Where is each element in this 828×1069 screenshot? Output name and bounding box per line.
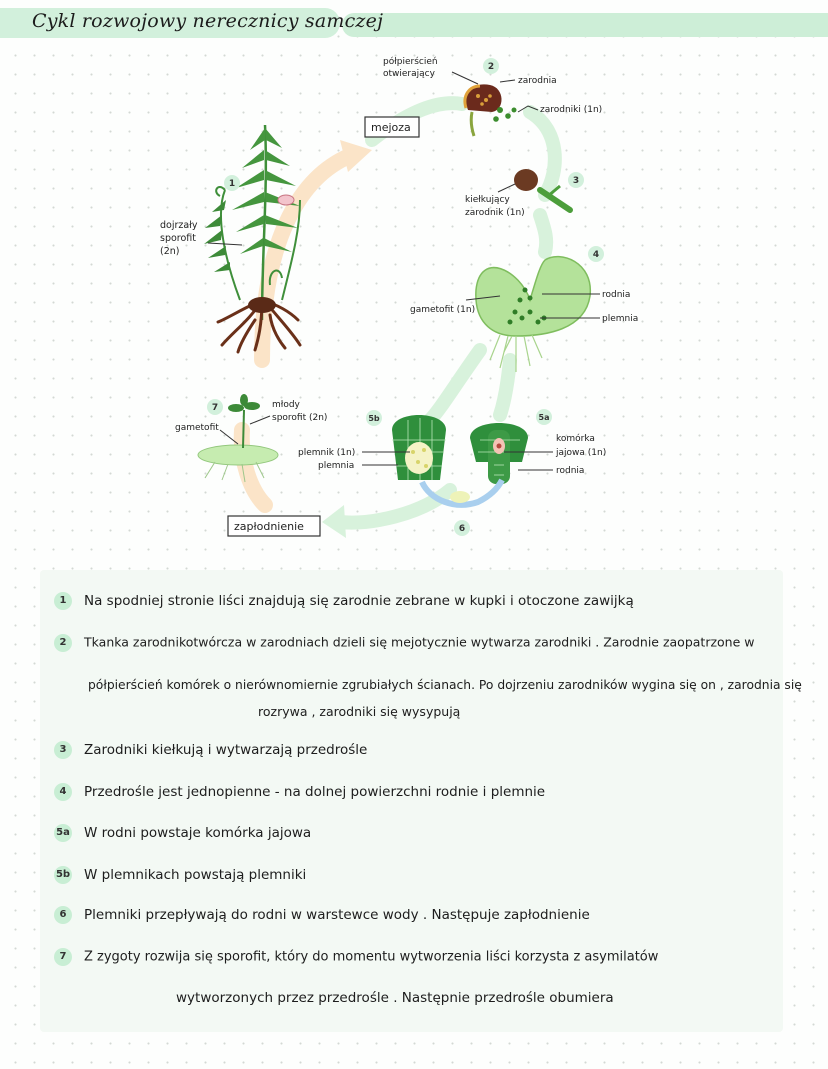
step-5a [54, 824, 311, 842]
label-antheridium-top: plemnia [602, 314, 639, 324]
step-2-continued: półpierścień komórek o nierównomiernie zgrubiałych ścianach. Po dojrzeniu zarodników wygina się on , zarodnia się [88, 678, 802, 692]
stage-number: 3 [572, 176, 580, 186]
label-gametophyte: gametofit [175, 423, 219, 433]
label-germinating-spore: zarodnik (1n) [465, 208, 525, 218]
step-7 [54, 948, 658, 966]
label-fertilization: zapłodnienie [234, 520, 304, 533]
step-badge: 2 [54, 634, 72, 652]
step-2-continued: rozrywa , zarodniki się wysypują [258, 704, 461, 719]
label-mature-sporophyte: sporofit [160, 233, 197, 244]
step-3 [54, 741, 367, 759]
label-egg-cell: jajowa (1n) [556, 448, 607, 458]
label-gametophyte-1n: gametofit (1n) [410, 305, 476, 315]
label-young-sporophyte: młody [272, 400, 300, 410]
label-archegonium: rodnia [556, 466, 585, 476]
label-young-sporophyte: sporofit (2n) [272, 413, 328, 423]
label-mature-sporophyte: (2n) [160, 246, 180, 257]
stage-number: 5b [368, 414, 380, 423]
label-annulus: półpierścień [383, 57, 438, 67]
step-badge: 5b [54, 866, 72, 884]
arrow-gametophyte-to-organs [430, 350, 480, 420]
step-badge: 1 [54, 592, 72, 610]
stage-number: 7 [211, 403, 219, 413]
step-text: Na spodniej stronie liści znajdują się zarodnie zebrane w kupki i otoczone zawijką [84, 593, 634, 609]
step-5b [54, 866, 306, 884]
arrow-spore-to-gametophyte [540, 215, 546, 252]
label-mature-sporophyte: dojrzały [160, 220, 198, 231]
antheridium-drawing [392, 415, 446, 480]
label-antheridium: plemnia [318, 461, 355, 471]
label-germinating-spore: kiełkujący [465, 195, 510, 205]
label-egg-cell: komórka [556, 434, 595, 444]
label-meiosis: mejoza [371, 121, 411, 134]
arrow-gametophyte-to-archegonium [500, 360, 510, 415]
archegonium-drawing [470, 423, 528, 484]
step-6 [54, 906, 590, 924]
stage-number: 6 [458, 524, 466, 534]
step-text: W plemnikach powstają plemniki [84, 867, 307, 883]
sporangium-drawing [465, 84, 517, 136]
step-text: Plemniki przepływają do rodni w warstewce wody . Następuje zapłodnienie [84, 907, 590, 923]
stage-number: 1 [228, 179, 236, 189]
step-text: Zarodniki kiełkują i wytwarzają przedrośle [84, 742, 368, 758]
arrow-zygote-to-sporophyte [242, 430, 265, 505]
step-badge: 6 [54, 906, 72, 924]
label-archegonium-top: rodnia [602, 290, 631, 300]
step-7-continued: wytworzonych przez przedrośle . Następnie przedrośle obumiera [176, 990, 614, 1006]
step-badge: 4 [54, 783, 72, 801]
step-1 [54, 592, 634, 610]
label-annulus: otwierający [383, 69, 435, 79]
step-text: Przedrośle jest jednopienne - na dolnej powierzchni rodnie i plemnie [84, 784, 546, 800]
step-2 [54, 634, 754, 652]
label-sporangium: zarodnia [518, 76, 557, 86]
step-text: Tkanka zarodnikotwórcza w zarodniach dzieli się mejotycznie wytwarza zarodniki . Zarodnie zaopatrzone w [84, 634, 755, 650]
germinating-spore-drawing [514, 169, 570, 210]
step-text: W rodni powstaje komórka jajowa [84, 825, 312, 841]
stage-number: 4 [592, 250, 600, 260]
label-spores: zarodniki (1n) [540, 105, 603, 115]
step-text: Z zygoty rozwija się sporofit, który do momentu wytworzenia liści korzysta z asymilatów [84, 949, 659, 965]
step-badge: 5a [54, 824, 72, 842]
stage-number: 2 [487, 62, 495, 72]
gametophyte-drawing [476, 257, 590, 372]
step-badge: 7 [54, 948, 72, 966]
stage-number: 5a [538, 413, 550, 422]
arrowhead-fertilization [322, 505, 346, 538]
label-sperm: plemnik (1n) [298, 448, 356, 458]
page-title: Cykl rozwojowy nerecznicy samczej [32, 10, 384, 32]
step-4 [54, 783, 545, 801]
step-badge: 3 [54, 741, 72, 759]
